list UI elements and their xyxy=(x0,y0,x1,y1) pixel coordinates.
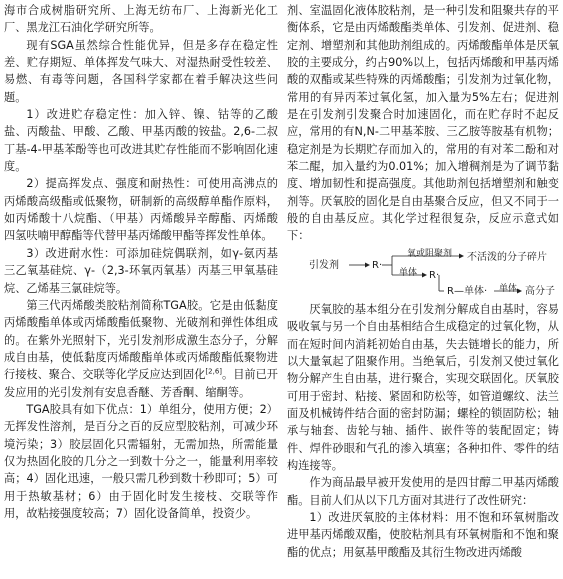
paragraph: 厌氧胶的基本组分在引发剂分解成自由基时，容易吸收氧与另一个自由基相结合生成稳定的过氧化物，从而在短时间内消耗初始自由基，失去链增长的能力，所以大量氧起了阻聚作用。当绝氧后，引发剂又使过氧化物分解产生自由基，进行聚合，实现交联固化。厌氧胶可用于密封、粘接、紧固和防松等，如管道螺纹、法兰面及机械铸件结合面的密封防漏；螺栓的锁固防松；轴承与轴套、齿轮与轴、插件、嵌件等的装配固定；铸件、焊件砂眼和气孔的渗入填塞；各种扣件、零件的结构连接等。 xyxy=(287,302,559,472)
paragraph: 2）提高挥发点、强度和耐热性：可使用高沸点的丙烯酸高级酯或低聚物，研制新的高级醇单酯作原料，如丙烯酸十八烷酯、（甲基）丙烯酸异辛醇酯、丙烯酸四氢呋喃甲醇酯等代替甲基丙烯酸甲酯等挥发性单体。 xyxy=(4,177,278,243)
reaction-scheme xyxy=(287,247,559,297)
paragraph: 现有SGA虽然综合性能优异，但是多存在稳定性差、贮存期短、单体挥发气味大、对湿热耐受性较差、易燃、有毒等问题，各国科学家都在着手解决这些问题。 xyxy=(4,38,278,104)
paragraph-text: 第三代丙烯酸类胶粘剂简称TGA胶。它是由低黏度丙烯酸酯单体或丙烯酸酯低聚物、光破剂和弹性体组成的。在紫外光照射下，光引发剂形成激生态分子，分解成自由基，使低黏度丙烯酸酯单体或丙烯酸酯低聚物进行接枝、聚合、交联等化学反应达到固化 xyxy=(4,298,278,382)
left-column xyxy=(4,2,278,522)
paragraph: 1）改进贮存稳定性：加入锌、镍、钴等的乙酸盐、丙酸盐、甲酸、乙酸、甲基丙酸的铵盐。2,6-二叔丁基-4-甲基苯酚等也可改进其贮存性能而不影响固化速度。 xyxy=(4,108,278,174)
right-column xyxy=(287,2,559,561)
paragraph: TGA胶具有如下优点：1）单组分，使用方便；2）无挥发性溶剂，是百分之百的反应型胶粘剂，可减少环境污染；3）胶层固化只需辐射，无需加热，所需能量仅为热固化胶的几分之一到数十分之一，能量利用率较高；4）固化迅速，一般只需几秒到数十秒即可；5）可用于热敏基材；6）由于固化时发生接枝、交联等作用，故粘接强度较高；7）固化设备简单，投资少。 xyxy=(4,402,278,520)
paragraph: 作为商品最早被开发使用的是四甘醇二甲基丙烯酸酯。目前人们从以下几方面对其进行了改性研究： xyxy=(287,476,559,507)
paragraph: 1）改进厌氧胶的主体材料：用不饱和环氧树脂改进甲基丙烯酸双酯，使胶粘剂具有环氧树脂和不饱和聚酯的优点；用氨基甲酸酯及其衍生物改进丙烯酸 xyxy=(287,510,559,559)
monomer-label: 单体 xyxy=(399,267,418,278)
paragraph: 剂、室温固化液体胶粘剂，是一种引发和阻聚共存的平衡体系，它是由丙烯酸酯类单体、引发剂、促进剂、稳定剂、增塑剂和其他助剂组成的。丙烯酸酯单体是厌氧胶的主要成分，约占90%以上，包括丙烯酸和甲基丙烯酸的双酯或某些特殊的丙烯酸酯；引发剂为过氧化物，常用的有异丙苯过氧化氢，加入量为5%左右；促进剂是在引发剂引发聚合时加速固化，而在贮存时不起反应，常用的有N,N-二甲基苯胺、三乙胺等胺基有机物；稳定剂是为长期贮存而加入的，常用的有对苯二酚和对苯二醌，加入量约为0.01%；加入增稠剂是为了调节黏度、增加韧性和提高强度。其他助剂包括增塑剂和触变剂等。厌氧胶的固化是自由基聚合反应，但又不同于一般的自由基反应。其化学过程很复杂，反应示意式如下： xyxy=(287,4,559,243)
paragraph xyxy=(4,297,278,401)
polymer-label: 高分子 xyxy=(525,285,555,297)
initiator-label: 引发剂 xyxy=(309,259,339,271)
unstable-fragment-label: 不活泼的分子碎片 xyxy=(467,251,547,263)
citation: [2,6] xyxy=(205,367,223,376)
radical-label: R· xyxy=(429,269,440,281)
growing-chain-label: R—单体· xyxy=(447,285,488,297)
paragraph-text: 。目前已开发应用的光引发剂有安息香醚、芳香酮、缩酮等。 xyxy=(4,368,278,399)
radical-label: R· xyxy=(372,259,383,271)
oxidizer-label: 氧或阻聚剂 xyxy=(407,248,453,259)
monomer-label: 单体 xyxy=(499,283,518,294)
paragraph: 海市合成树脂研究所、上海无纺布厂、上海新光化工厂、黑龙江石油化学研究所等。 xyxy=(4,4,278,35)
paragraph: 3）改进耐水性：可添加硅烷偶联剂，如γ-氨丙基三乙氧基硅烷、γ-（2,3-环氧丙氧基）丙基三甲氧基硅烷、乙烯基三氯硅烷等。 xyxy=(4,246,278,295)
